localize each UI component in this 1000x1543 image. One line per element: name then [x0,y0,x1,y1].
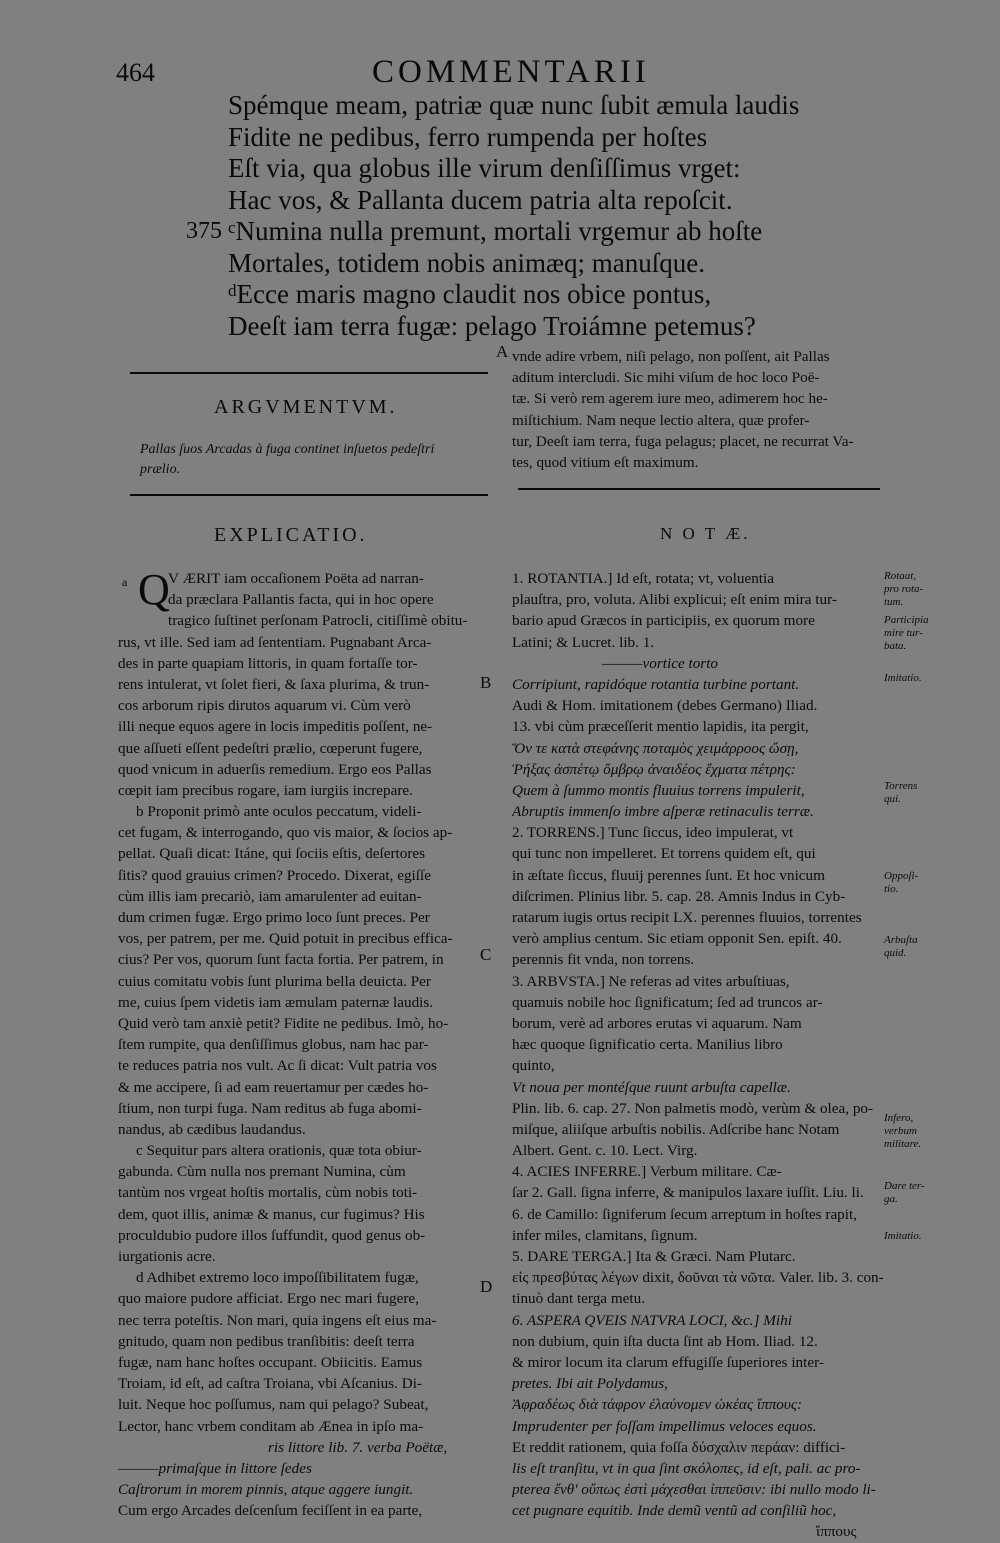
argument-line: prælio. [140,462,181,477]
notae-line: perennis fit vnda, non torrens. [512,951,695,969]
notae-line: Latini; & Lucret. lib. 1. [512,633,655,651]
explicatio-line: cuius comitatu vobis ſunt plurima bella deuicta. Per [118,972,431,990]
explicatio-line: ſtem rumpite, qua denſiſſimus globus, nam hac par- [118,1036,429,1054]
side-note: Rotaat, pro rota-tum. [884,570,924,608]
drop-cap: Q [138,565,170,614]
explicatio-line: pellat. Quaſi dicat: Itáne, qui ſociis eſtis, deſertores [118,845,426,863]
continuation-line: aditum intercludi. Sic mihi viſum de hoc loco Poë- [512,369,820,387]
explicatio-line: rens intulerat, vt ſolet fieri, & ſaxa plurima, & trun- [118,675,430,693]
notae-line: Ῥήξας ἀσπέτῳ ὄμβρῳ ἀναιδέος ἔχματα πέτρης: [512,760,796,778]
note-mark: a [122,575,128,589]
explicatio-line: luit. Neque hoc poſſumus, nam qui pelago? Subeat, [118,1396,429,1414]
notae-line: Et reddit rationem, quia foſſa δύσχαλιν περάαν: diffici- [512,1438,846,1456]
explicatio-line: tantùm nos vrgeat hoſtis mortalis, cùm nobis toti- [118,1184,418,1202]
explicatio-line: ſitis? quod grauius crimen? Procedo. Dixerat, egiſſe [118,866,431,884]
continuation-line: tur, Deeſt iam terra, fuga pelagus; placet, ne recurrat Va- [512,432,854,450]
explicatio-line: & me accipere, ſi ad eam reuertamur per cædes ho- [118,1078,429,1096]
argument-title: ARGVMENTVM. [214,396,398,418]
side-note: Oppoſi-tio. [884,870,919,895]
notae-line: infer miles, clamitans, ſignum. [512,1226,698,1244]
explicatio-line: dum crimen fugæ. Ergo primo loco ſunt preces. Per [118,909,430,926]
notae-line: 13. vbi cùm præceſſerit mentio lapidis, ita pergit, [512,718,809,736]
notae-line: verò amplius centum. Sic etiam opponit Sen. epiſt. 40. [512,930,842,948]
argument-text [140,440,490,480]
notae-line: cet pugnare equitib. Inde demũ ventũ ad conſiliũ hoc, [512,1502,837,1520]
notae-line: εἰς πρεσβύτας λέγων dixit, δοῦναι τὰ νῶτα. Valer. lib. 3. con- [512,1269,884,1287]
explicatio-line: gnitudo, quam non pedibus tranſibitis: deeſt terra [118,1332,415,1350]
notae-line: Ἀφραδέως διὰ τάφρον ἐλαύνομεν ὠκέας ἵππους: [512,1396,803,1414]
notae-line: 2. TORRENS.] Tunc ſiccus, ideo impulerat, vt [512,824,794,842]
verse-text: Ecce maris magno claudit nos obice pontus, [236,279,712,309]
verse-line [186,90,926,122]
notae-line: Audi & Hom. imitationem (debes Germano) Iliad. [512,697,818,715]
notae-line: Plin. lib. 6. cap. 27. Non palmetis modò, verùm & olea, po- [512,1099,874,1117]
rule-left-top [130,372,488,374]
explicatio-line: Cum ergo Arcades deſcenſum feciſſent in ea parte, [118,1502,423,1520]
explicatio-line: dem, quot illis, animæ & manus, cur fugimus? His [118,1205,425,1223]
side-note: Imitatio. [884,1230,922,1242]
explicatio-line: illi neque equos agere in locis impeditis poſſent, ne- [118,718,433,736]
explicatio-line: d Adhibet extremo loco impoſſibilitatem fugæ, [136,1269,419,1287]
verse-text: Hac vos, & Pallanta ducem patria alta repoſcit. [228,184,733,215]
explicatio-line: Quid verò tam anxiè petit? Fidite ne pedibus. Imò, ho- [118,1014,449,1032]
explicatio-title: EXPLICATIO. [214,524,368,546]
side-note: Participia mire tur-bata. [884,614,929,652]
verse-line [186,122,926,154]
explicatio-line: ſtium, non turpi fuga. Nam reditus ab fuga abomi- [118,1099,422,1117]
notae-line: Imprudenter per foſſam impellimus veloces equos. [512,1417,817,1435]
explicatio-line: b Proponit primò ante oculos peccatum, videli- [136,803,422,821]
section-marker: B [480,673,492,692]
verse-line [186,185,926,217]
explicatio-line: des in parte quapiam littoris, in quam fortaſſe tor- [118,654,418,672]
notae-line: Vt noua per montéſque ruunt arbuſta capellæ. [512,1078,791,1096]
note-mark: d [228,281,237,300]
explicatio-line: Troiam, id eſt, ad caſtra Troiana, vbi Aſcanius. Di- [118,1375,422,1393]
notae-line: ſar 2. Gall. ſigna inferre, & manipulos laxare iuſſit. Liu. li. [512,1184,864,1202]
verse-line [186,153,926,185]
explicatio-line: ris littore lib. 7. verba Poëtæ, [268,1438,448,1456]
explicatio-line: quo maiore pudore afficiat. Ergo nec mari fugere, [118,1290,419,1308]
notae-line: Ὅν τε κατὰ στεφάνης ποταμὸς χειμάρροος ὤσῃ, [512,739,799,757]
explicatio-line: Lector, hanc vrbem conditam ab Ænea in ipſo ma- [118,1417,424,1435]
notae-line: 1. ROTANTIA.] Id eſt, rotata; vt, voluentia [512,570,774,587]
side-note: Arbuſta quid. [884,934,918,959]
explicatio-line: V ÆRIT iam occaſionem Poëta ad narran- [168,570,424,587]
notae-line: 5. DARE TERGA.] Ita & Græci. Nam Plutarc. [512,1248,796,1265]
continuation-line: tes, quod vitium eſt maximum. [512,453,699,471]
notae-line: ratarum iugis ortus recipit LX. perennes fluuios, torrentes [512,909,862,926]
notae-title: N O T Æ. [660,524,751,543]
verse-text: Mortales, totidem nobis animæq; manuſque. [228,247,705,278]
notae-line: non dubium, quin iſta ducta ſint ab Hom. Iliad. 12. [512,1332,818,1350]
rule-right-mid [518,488,880,490]
explicatio-line: Caſtrorum in morem pinnis, atque aggere iungit. [118,1481,414,1499]
notae-line: quamuis nobile hoc ſignificatum; ſed ad truncos ar- [512,993,823,1011]
notae-line: 3. ARBVSTA.] Ne referas ad vites arbuſtiuas, [512,972,790,990]
notae-line: 6. ASPERA QVEIS NATVRA LOCI, &c.] Mihi [512,1311,792,1329]
continuation-line: tæ. Si verò rem agerem iure meo, adimerem hoc he- [512,390,828,408]
verse-block [186,90,926,342]
verse-line [186,248,926,280]
notae-line: Corripiunt, rapidóque rotantia turbine portant. [512,675,800,693]
notae-line: ———vortice torto [602,654,719,672]
note-mark: c [228,218,236,237]
verse-line [186,279,926,311]
notae-line: miſque, aliiſque arbuſtis nobilis. Adſcribe hanc Notam [512,1120,840,1138]
explicatio-body [118,565,498,1521]
notae-line: pretes. Ibi ait Polydamus, [512,1375,668,1393]
verse-line [186,311,926,343]
explicatio-line: cet fugam, & interrogando, quo vis maior, & ſocios ap- [118,824,453,842]
notae-line: qui tunc non impelleret. Et torrens quidem eſt, qui [512,845,816,863]
explicatio-line: ———primaſque in littore ſedes [118,1459,312,1477]
notae-line: bario apud Græcos in participiis, ex quorum more [512,612,815,630]
explicatio-line: gabunda. Cùm nulla nos premant Numina, cùm [118,1163,406,1181]
notae-line: 4. ACIES INFERRE.] Verbum militare. Cæ- [512,1163,782,1181]
explicatio-line: que aſſueti eſſent pedeſtri prælio, cœperunt fugere, [118,739,423,757]
verse-text: Numina nulla premunt, mortali vrgemur ab hoſte [235,216,763,246]
notae-line: & miror locum ita clarum effugiſſe ſuperiores inter- [512,1353,824,1371]
notae-line: quinto, [512,1057,555,1075]
notae-body [512,568,884,1543]
notae-line: plauſtra, pro, voluta. Alibi explicui; eſt enim mira tur- [512,591,837,609]
explicatio-line: cos arborum ripis dirutos aquarum vi. Cùm verò [118,697,411,715]
section-marker: A [496,342,509,361]
notae-line: tinuò dant terga metu. [512,1290,646,1308]
explicatio-line: te reduces patria nos vult. Ac ſi dicat: Vult patria vos [118,1057,437,1075]
explicatio-line: c Sequitur pars altera orationis, quæ tota obiur- [136,1142,422,1160]
verse-text: Fidite ne pedibus, ferro rumpenda per hoſtes [228,121,708,152]
explicatio-line: fugæ, nam hanc hoſtes occupant. Obiicitis. Eamus [118,1353,423,1371]
verse-text: Spémque meam, patriæ quæ nunc ſubit æmula laudis [228,90,800,120]
explicatio-line: tragico ſuſtinet perſonam Patrocli, citiſſimè obitu- [168,612,468,630]
verse-line [186,216,926,248]
explicatio-line: rus, vt ille. Sed iam ad ſententiam. Pugnabant Arca- [118,633,432,651]
section-marker: D [480,1277,493,1296]
notae-line: 6. de Camillo: ſigniferum ſecum arreptum in hoſtes rapit, [512,1205,858,1223]
rule-left-mid [130,494,488,496]
side-note: Torrens qui. [884,780,918,805]
notae-line: Quem à ſummo montis fluuius torrens impulerit, [512,781,805,799]
section-marker: C [480,945,492,964]
notae-line: lis eſt tranſitu, vt in qua ſint σκόλοπες, id eſt, pali. ac pro- [512,1459,861,1477]
explicatio-line: nandus, ab cædibus laudandus. [118,1120,306,1138]
explicatio-line: cœpit iam precibus rogare, iam iurgiis increpare. [118,781,413,799]
continuation-line: vnde adire vrbem, niſi pelago, non poſſent, ait Pallas [512,348,830,365]
explicatio-line: da præclara Pallantis facta, qui in hoc opere [168,591,434,609]
notae-line: Abruptis immenſo imbre aſperæ retinaculis terræ. [512,803,814,821]
argument-line: Pallas ſuos Arcadas à fuga continet inſuetos pedeſtri [140,442,435,457]
notae-line: pterea ἔνθ' οὔπως ἐστὶ μάχεσθαι ἱππεῦσιν: ibi nullo modo li- [512,1481,876,1499]
page-number: 464 [116,58,155,87]
explicatio-line: iurgationis acre. [118,1248,216,1265]
explicatio-line: quod vnicum in aduerſis remedium. Ergo eos Pallas [118,760,432,778]
running-head: COMMENTARII [372,54,650,90]
continuation-text [512,346,884,473]
verse-text: Eſt via, qua globus ille virum denſiſſimus vrget: [228,153,741,183]
notae-line: diſcrimen. Plinius libr. 5. cap. 28. Amnis Indus in Cyb- [512,887,846,905]
side-note: Infero, verbum militare. [884,1112,922,1150]
notae-line: hæc quoque ſignificatio certa. Manilius libro [512,1036,783,1054]
explicatio-line: nec terra poteſtis. Non mari, quia ingens eſt eius ma- [118,1311,437,1329]
explicatio-line: cùm illis iam precariò, iam amarulenter ad euitan- [118,887,422,905]
explicatio-line: proculdubio pudore illos ſuffundit, quod genus ob- [118,1226,426,1244]
explicatio-line: vos, per patrem, per me. Quid potuit in precibus effica- [118,930,453,948]
side-note: Imitatio. [884,672,922,684]
verse-number: 375 [186,218,222,244]
catchword: ἵππους [816,1523,857,1541]
continuation-line: miſtichium. Nam neque lectio altera, quæ profer- [512,411,810,429]
notae-line: in æſtate ſiccus, fluuij perennes ſunt. Et hoc vnicum [512,866,825,884]
notae-line: borum, verè ad arbores erutas vi aquarum. Nam [512,1014,802,1032]
side-note: Dare ter-ga. [884,1180,925,1205]
notae-line: Albert. Gent. c. 10. Lect. Virg. [512,1142,698,1160]
explicatio-line: cius? Per vos, quorum ſunt facta fortia. Per patrem, in [118,951,444,969]
explicatio-line: me, cuius ſpem videtis iam æmulam paternæ laudis. [118,993,434,1011]
verse-text: Deeſt iam terra fugæ: pelago Troiámne petemus? [228,310,756,341]
